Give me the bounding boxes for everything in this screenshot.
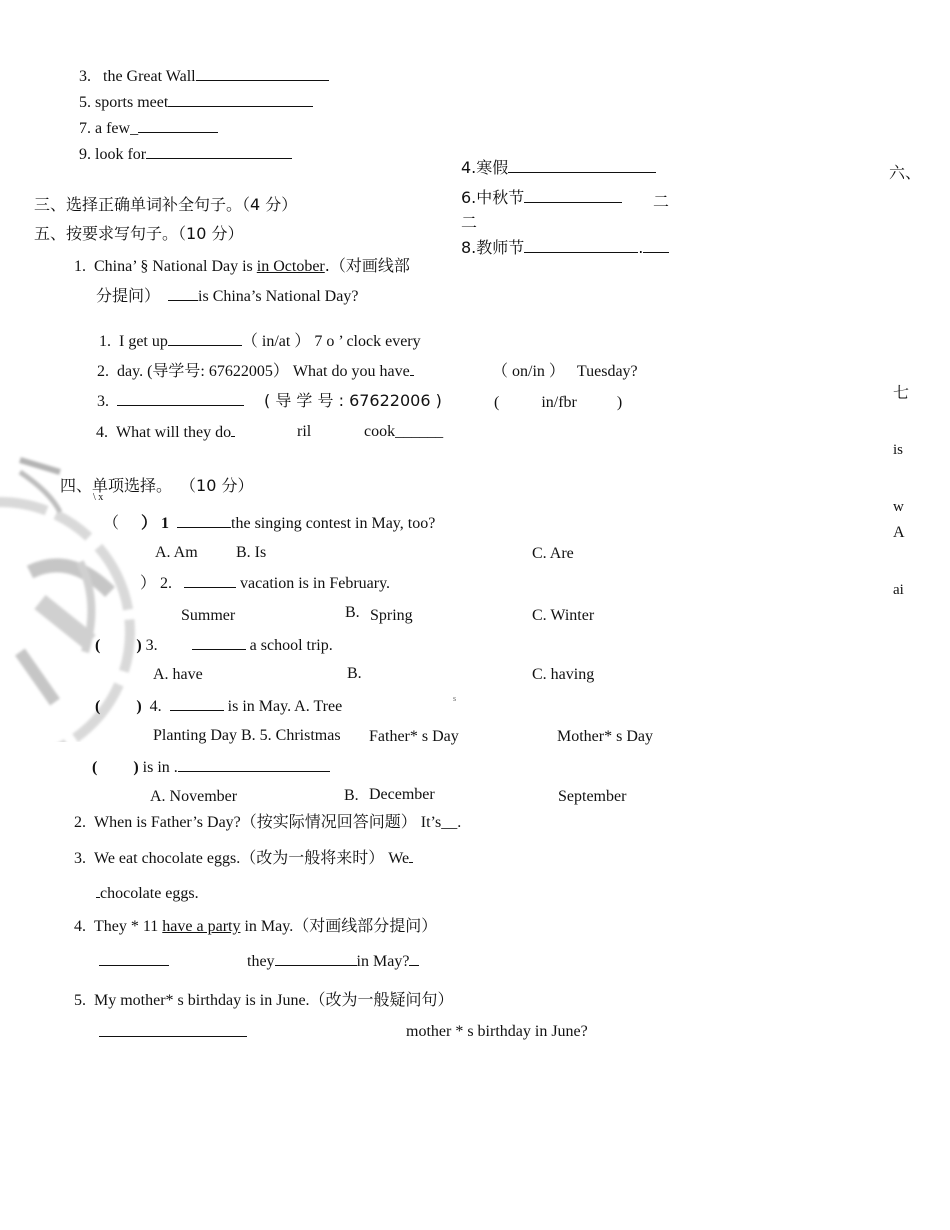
option-b[interactable]: Spring <box>370 607 413 624</box>
vocab-number: 7. <box>79 120 91 137</box>
answer-paren-close: ） <box>140 575 157 592</box>
section-title: 三、选择正确单词补全句子。 <box>34 195 243 214</box>
fill-item-4 <box>96 422 235 443</box>
question-instruction: in May.（对画线部分提问） <box>240 918 438 935</box>
answer-blank[interactable] <box>184 573 236 588</box>
answer-blank[interactable] <box>170 696 224 711</box>
underlined-phrase: in October <box>256 258 325 275</box>
answer-blank[interactable] <box>117 391 244 406</box>
fill-item-2-choice <box>492 362 638 382</box>
question-text: is China’s National Day? <box>198 288 359 305</box>
answer-paren-open[interactable]: ( <box>95 637 101 654</box>
question-number: 4. <box>74 918 86 935</box>
item-text: What will they do <box>116 424 232 441</box>
question-number: 2. <box>74 814 86 831</box>
fill-item-3-choice <box>494 393 622 413</box>
rewrite-question-5 <box>74 991 454 1011</box>
answer-paren-close: ） <box>141 515 158 532</box>
vocab-text: sports meet <box>95 94 169 111</box>
item-text: （ in/at ） 7 o ’ clock every <box>241 333 421 350</box>
question-instruction: .（对画线部 <box>324 256 410 275</box>
question-text: a school trip. <box>249 637 333 654</box>
option-a-continued[interactable]: Planting Day B. 5. Christmas <box>153 727 341 744</box>
section-title: 五、按要求写句子。 <box>34 224 179 243</box>
margin-text: ai <box>893 582 904 598</box>
vocab-number: 9. <box>79 146 91 163</box>
option-a[interactable]: A. have <box>153 666 203 683</box>
dot-mark: . <box>638 238 644 257</box>
underlined-phrase: have a party <box>162 918 241 935</box>
choice-text: （ on/in ） <box>492 363 565 380</box>
question-text: is in . <box>142 759 178 776</box>
answer-paren-close: ) <box>136 698 142 715</box>
item-blank-text: ______ <box>395 423 444 440</box>
vocab-text: the Great Wall <box>103 68 196 85</box>
scan-speck: s <box>453 694 457 703</box>
answer-blank[interactable] <box>643 238 669 253</box>
answer-blank[interactable] <box>146 144 292 159</box>
option-a[interactable]: A. November <box>150 788 238 805</box>
answer-blank[interactable] <box>524 238 638 253</box>
choice-text: in/fbr <box>541 394 577 411</box>
option-b[interactable]: Father* s Day <box>369 728 459 745</box>
answer-blank[interactable] <box>196 66 329 81</box>
rewrite-question-4-line2b <box>247 951 419 972</box>
item-number: 4. <box>96 424 108 441</box>
item-number: 3. <box>97 393 109 410</box>
answer-paren-close: ) <box>136 637 142 654</box>
rewrite-question-3 <box>74 848 413 869</box>
question-number: 3. <box>74 850 86 867</box>
option-b-label[interactable]: B. <box>347 665 362 682</box>
vocab-item-9 <box>79 144 292 165</box>
question-text: chocolate eggs. <box>100 885 199 902</box>
option-b-label: B. <box>345 604 360 621</box>
vocab-item-right-8 <box>461 238 669 258</box>
vocab-item-5 <box>79 92 313 113</box>
rewrite-question-5-line2b: mother * s birthday in June? <box>406 1023 588 1040</box>
option-a[interactable]: A. Am <box>155 544 198 561</box>
answer-blank[interactable] <box>409 848 413 863</box>
question-text: We eat chocolate eggs.（改为一般将来时） We <box>94 850 410 867</box>
rewrite-question-4 <box>74 917 437 937</box>
margin-text: w <box>893 499 904 515</box>
vocab-text: 8.教师节 <box>461 238 525 257</box>
answer-blank[interactable] <box>524 188 622 203</box>
answer-blank[interactable] <box>410 361 414 376</box>
section-score: （4 分） <box>242 195 298 214</box>
option-a[interactable]: Summer <box>181 607 236 624</box>
rewrite-question-5-line2 <box>99 1022 247 1043</box>
fill-item-4-mid: ril <box>297 423 312 440</box>
answer-blank[interactable] <box>231 422 235 437</box>
section-score: （10 分） <box>180 476 254 495</box>
question-number: 4. <box>149 698 162 715</box>
vocab-item-right-6 <box>461 188 622 208</box>
question-text: vacation is in February. <box>240 575 391 592</box>
item-text: Tuesday? <box>576 363 638 380</box>
answer-paren-open[interactable]: ( <box>92 759 98 776</box>
answer-blank[interactable] <box>508 158 656 173</box>
margin-text: 七 <box>893 383 910 402</box>
option-c[interactable]: Mother* s Day <box>557 728 653 745</box>
answer-blank[interactable] <box>99 951 169 966</box>
answer-blank[interactable] <box>275 951 357 966</box>
answer-blank[interactable] <box>409 951 419 966</box>
dash-mark: 二 <box>653 192 670 211</box>
option-b[interactable]: December <box>369 786 435 803</box>
option-c[interactable]: September <box>558 788 627 805</box>
vocab-text: a few_ <box>95 120 139 137</box>
choice-question-3 <box>95 635 333 656</box>
question-number: 1. <box>74 258 86 275</box>
margin-text: 六、 <box>889 163 922 182</box>
answer-paren-close: ) <box>133 759 139 776</box>
answer-blank[interactable] <box>177 513 231 528</box>
section-5-heading <box>34 224 243 245</box>
question-text: My mother* s birthday is in June.（改为一般疑问句） <box>94 992 454 1009</box>
answer-blank[interactable] <box>168 331 242 346</box>
item-number: 2. <box>97 363 109 380</box>
dash-mark: 二 <box>461 213 478 232</box>
question-text: in May? <box>356 953 410 970</box>
vocab-item-3 <box>79 66 329 87</box>
option-b[interactable]: B. Is <box>236 544 267 561</box>
item-note: ( 导 学 号 : 67622006 ) <box>264 391 442 410</box>
fill-item-1 <box>99 331 421 352</box>
vocab-item-right-4 <box>461 158 656 178</box>
answer-blank[interactable] <box>99 1022 247 1037</box>
question-number: 1 <box>161 515 170 532</box>
answer-blank[interactable] <box>168 92 313 107</box>
answer-blank[interactable] <box>192 635 246 650</box>
fill-item-4-cook <box>364 422 443 442</box>
section-title: 四、单项选择。 <box>60 476 173 495</box>
choice-question-5 <box>92 757 330 778</box>
fill-item-3 <box>97 391 442 412</box>
rewrite-question-3-line2 <box>96 883 199 904</box>
vocab-text: 4.寒假 <box>461 158 509 177</box>
choice-open: ( <box>494 394 500 411</box>
item-text: day. (导学号: 67622005） What do you have <box>117 363 410 380</box>
choice-question-4 <box>95 696 342 717</box>
question-text: They * 11 <box>94 918 163 935</box>
answer-paren-open[interactable]: （ <box>103 515 120 532</box>
question-text: When is Father’s Day?（按实际情况回答问题） It’s__. <box>94 814 462 831</box>
vocab-item-7 <box>79 118 218 139</box>
choice-question-2 <box>140 573 390 594</box>
option-c[interactable]: C. having <box>532 666 595 683</box>
choice-question-1 <box>103 513 435 534</box>
fill-item-2 <box>97 361 414 382</box>
rewrite-question-4-line2 <box>99 951 169 972</box>
answer-blank[interactable] <box>178 757 330 772</box>
margin-text: is <box>893 442 904 458</box>
rewrite-question-2 <box>74 813 461 833</box>
margin-text: A <box>893 524 905 541</box>
question-text: China’ § National Day is <box>94 258 257 275</box>
vocab-text: 6.中秋节 <box>461 188 525 207</box>
question-instruction: 分提问） <box>96 286 161 305</box>
rewrite-question-1-line2 <box>96 286 358 307</box>
item-text: cook <box>364 423 396 440</box>
choice-close: ) <box>616 394 623 411</box>
question-text: they <box>247 953 275 970</box>
question-text: the singing contest in May, too? <box>231 515 436 532</box>
vocab-text: look for <box>95 146 147 163</box>
vocab-number: 3. <box>79 68 91 85</box>
rewrite-question-1 <box>74 256 410 277</box>
option-b-label: B. <box>344 787 359 804</box>
section-3-heading <box>34 195 297 216</box>
section-score: （10 分） <box>178 224 244 243</box>
option-c[interactable]: C. Are <box>532 545 574 562</box>
answer-blank[interactable] <box>168 286 198 301</box>
item-text: I get up <box>119 333 168 350</box>
question-number: 2. <box>160 575 173 592</box>
question-number: 3. <box>145 637 158 654</box>
option-c[interactable]: C. Winter <box>532 607 595 624</box>
question-number: 5. <box>74 992 86 1009</box>
answer-blank[interactable] <box>138 118 218 133</box>
scan-artifact: \ x <box>93 492 104 503</box>
section-4-heading <box>60 476 253 497</box>
answer-paren-open[interactable]: ( <box>95 698 101 715</box>
vocab-number: 5. <box>79 94 91 111</box>
question-text: is in May. A. Tree <box>227 698 343 715</box>
item-number: 1. <box>99 333 111 350</box>
